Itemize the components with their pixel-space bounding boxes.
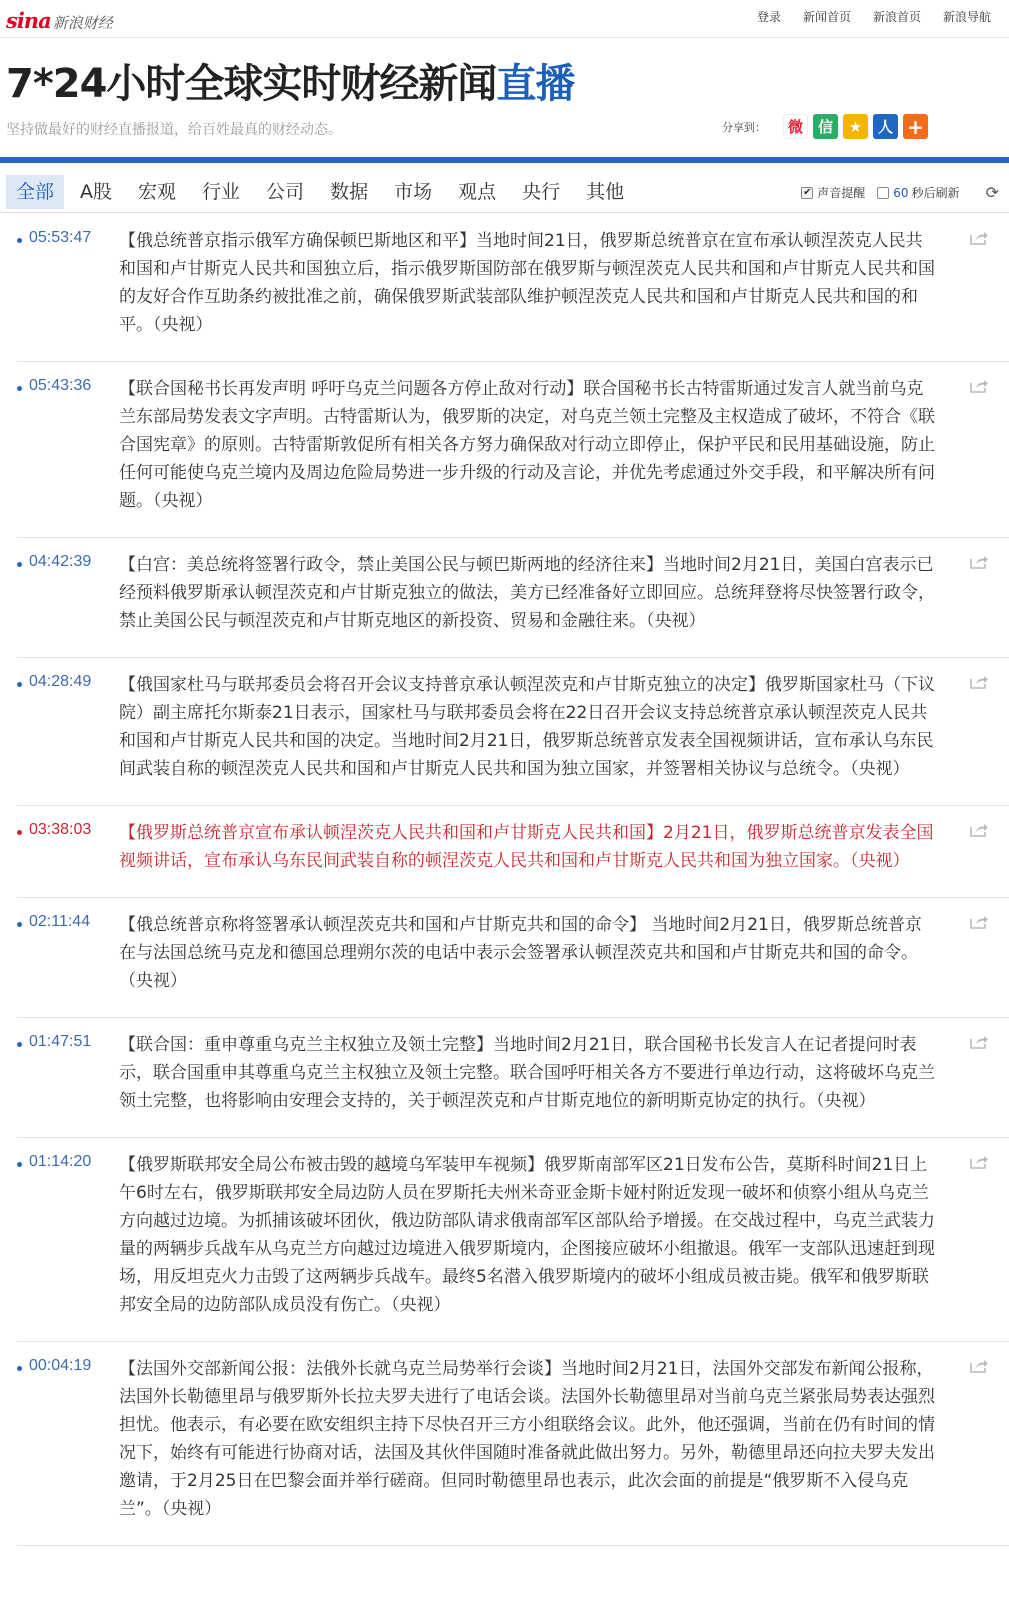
logo-finance-text: 新浪财经: [52, 14, 113, 32]
refresh-icon[interactable]: ⟳: [985, 183, 999, 202]
news-content: 【俄国家杜马与联邦委员会将召开会议支持普京承认顿涅茨克和卢甘斯克独立的决定】俄罗斯国家杜马（下议院）副主席托尔斯泰21日表示，国家杜马与联邦委员会将在22日召开会议支持总统普京承认顿涅茨克人民共和国和卢甘斯克人民共和国的决定。当地时间2月21日，俄罗斯总统普京发表全国视频讲话，宣布承认乌东民间武装自称的顿涅茨克人民共和国和卢甘斯克人民共和国为独立国家，并签署相关协议与总统令。（央视）: [119, 675, 935, 779]
news-time: 01:14:20: [29, 1153, 92, 1170]
news-item: [17, 214, 1009, 362]
share-bar: [722, 114, 928, 139]
news-item: [17, 1342, 1009, 1546]
sina-finance-logo[interactable]: [6, 8, 113, 32]
tab-data[interactable]: 数据: [330, 181, 369, 203]
renren-icon[interactable]: 人: [873, 114, 898, 139]
share-icon[interactable]: [969, 1358, 989, 1374]
news-item: [17, 658, 1009, 806]
page-title-main: 7*24小时全球实时财经新闻: [6, 61, 497, 107]
timeline-dot: [17, 682, 22, 687]
news-content: 【俄总统普京指示俄军方确保顿巴斯地区和平】当地时间21日，俄罗斯总统普京在宣布承认顿涅茨克人民共和国和卢甘斯克人民共和国独立后，指示俄罗斯国防部在俄罗斯与顿涅茨克人民共和国和卢甘斯克人民共和国的友好合作互助条约被批准之前，确保俄罗斯武装部队维护顿涅茨克人民共和国和卢甘斯克人民共和国的和平。（央视）: [119, 231, 935, 335]
news-time: 04:28:49: [29, 673, 92, 690]
sound-alert-label: 声音提醒: [817, 186, 866, 200]
timeline-dot: [17, 1162, 22, 1167]
timeline-dot: [17, 830, 22, 835]
qzone-icon[interactable]: ★: [843, 114, 868, 139]
news-content: 【联合国秘书长再发声明 呼吁乌克兰问题各方停止敌对行动】联合国秘书长古特雷斯通过发言人就当前乌克兰东部局势发表文字声明。古特雷斯认为，俄罗斯的决定，对乌克兰领土完整及主权造成了破坏，不符合《联合国宪章》的原则。古特雷斯敦促所有相关各方努力确保敌对行动立即停止，保护平民和民用基础设施，防止任何可能使乌克兰境内及周边危险局势进一步升级的行动及言论，并优先考虑通过外交手段，和平解决所有问题。（央视）: [119, 379, 935, 511]
page-title-highlight: 直播: [496, 61, 575, 107]
news-item: [17, 898, 1009, 1018]
more-share-icon[interactable]: +: [903, 114, 928, 139]
timeline-dot: [17, 238, 22, 243]
news-content: 【俄总统普京称将签署承认顿涅茨克共和国和卢甘斯克共和国的命令】 当地时间2月21日，俄罗斯总统普京在与法国总统马克龙和德国总理朔尔茨的电话中表示会签署承认顿涅茨克共和国和卢甘斯克共和国的命令。（央视）: [119, 915, 922, 991]
sina-nav-link[interactable]: 新浪导航: [942, 10, 991, 24]
sound-alert-checkbox[interactable]: ✔: [803, 186, 812, 198]
tab-macro[interactable]: 宏观: [138, 181, 177, 203]
news-time: 03:38:03: [29, 821, 92, 838]
timeline-dot: [17, 386, 22, 391]
news-content: 【法国外交部新闻公报：法俄外长就乌克兰局势举行会谈】当地时间2月21日，法国外交部发布新闻公报称，法国外长勒德里昂与俄罗斯外长拉夫罗夫进行了电话会谈。法国外长勒德里昂对当前乌克兰紧张局势表达强烈担忧。他表示，有必要在欧安组织主持下尽快召开三方小组联络会议。此外，他还强调，当前在仍有时间的情况下，始终有可能进行协商对话，法国及其伙伴国随时准备就此做出努力。另外，勒德里昂还向拉夫罗夫发出邀请，于2月25日在巴黎会面并举行磋商。但同时勒德里昂也表示，此次会面的前提是“俄罗斯不入侵乌克兰”。（央视）: [119, 1359, 935, 1519]
news-feed: [0, 214, 1009, 1546]
news-time: 00:04:19: [29, 1357, 92, 1374]
weibo-icon[interactable]: 微: [783, 114, 808, 139]
refresh-seconds: 60: [893, 185, 909, 200]
news-time: 05:43:36: [29, 377, 92, 394]
news-item: [17, 538, 1009, 658]
share-icon[interactable]: [969, 1034, 989, 1050]
timeline-dot: [17, 1366, 22, 1371]
share-icon[interactable]: [969, 674, 989, 690]
share-icon[interactable]: [969, 378, 989, 394]
wechat-icon[interactable]: 信: [813, 114, 838, 139]
sina-home-link[interactable]: 新浪首页: [872, 10, 921, 24]
page-subtitle: 坚持做最好的财经直播报道，给百姓最真的财经动态。: [6, 122, 342, 138]
auto-refresh-checkbox[interactable]: [877, 187, 889, 199]
news-item: [17, 1138, 1009, 1342]
share-icon[interactable]: [969, 914, 989, 930]
auto-refresh-option[interactable]: [877, 184, 959, 201]
share-label: 分享到：: [722, 120, 766, 134]
tab-central-bank[interactable]: 央行: [522, 181, 561, 203]
timeline-dot: [17, 922, 22, 927]
share-icon[interactable]: [969, 554, 989, 570]
news-time: 05:53:47: [29, 229, 92, 246]
share-icon[interactable]: [969, 230, 989, 246]
tab-a-shares[interactable]: A股: [80, 181, 113, 203]
feed-options: [801, 183, 999, 202]
news-time: 02:11:44: [29, 913, 91, 930]
sound-alert-option[interactable]: [801, 184, 865, 201]
tab-other[interactable]: 其他: [586, 181, 625, 203]
news-content: 【俄罗斯总统普京宣布承认顿涅茨克人民共和国和卢甘斯克人民共和国】2月21日，俄罗斯总统普京发表全国视频讲话，宣布承认乌东民间武装自称的顿涅茨克人民共和国和卢甘斯克人民共和国为独立国家。（央视）: [119, 823, 934, 871]
top-links: [757, 8, 991, 25]
page-title: [6, 52, 574, 109]
logo-sina-text: sina: [6, 8, 51, 33]
news-time: 04:42:39: [29, 553, 92, 570]
tab-opinion[interactable]: 观点: [458, 181, 497, 203]
auto-refresh-label: 秒后刷新: [911, 186, 960, 200]
share-icon[interactable]: [969, 1154, 989, 1170]
news-content: 【联合国：重申尊重乌克兰主权独立及领土完整】当地时间2月21日，联合国秘书长发言人在记者提问时表示，联合国重申其尊重乌克兰主权独立及领土完整。联合国呼吁相关各方不要进行单边行动，这将破坏乌克兰领土完整，也将影响由安理会支持的，关于顿涅茨克和卢甘斯克地位的新明斯克协定的执行。（央视）: [119, 1035, 935, 1111]
news-content: 【俄罗斯联邦安全局公布被击毁的越境乌军装甲车视频】俄罗斯南部军区21日发布公告，莫斯科时间21日上午6时左右，俄罗斯联邦安全局边防人员在罗斯托夫州米奇亚金斯卡娅村附近发现一破坏和侦察小组从乌克兰方向越过边境。为抓捕该破坏团伙，俄边防部队请求俄南部军区部队给予增援。在交战过程中，乌克兰武装力量的两辆步兵战车从乌克兰方向越过边境进入俄罗斯境内，企图接应破坏小组撤退。俄军一支部队迅速赶到现场，用反坦克火力击毁了这两辆步兵战车。最终5名潜入俄罗斯境内的破坏小组成员被击毙。俄军和俄罗斯联邦安全局的边防部队成员没有伤亡。（央视）: [119, 1155, 935, 1315]
news-home-link[interactable]: 新闻首页: [802, 10, 851, 24]
news-item: [17, 806, 1009, 898]
timeline-dot: [17, 562, 22, 567]
tab-company[interactable]: 公司: [266, 181, 305, 203]
tab-industry[interactable]: 行业: [202, 181, 241, 203]
news-content: 【白宫：美总统将签署行政令，禁止美国公民与顿巴斯两地的经济往来】当地时间2月21日，美国白宫表示已经预料俄罗斯承认顿涅茨克和卢甘斯克独立的做法，美方已经准备好立即回应。总统拜登将尽快签署行政令，禁止美国公民与顿涅茨克和卢甘斯克地区的新投资、贸易和金融往来。（央视）: [119, 555, 935, 631]
tab-market[interactable]: 市场: [394, 181, 433, 203]
share-icon[interactable]: [969, 822, 989, 838]
news-time: 01:47:51: [29, 1033, 92, 1050]
tab-all[interactable]: 全部: [6, 175, 64, 209]
category-tabs: [6, 175, 640, 209]
top-bar: [0, 0, 1009, 38]
news-item: [17, 362, 1009, 538]
login-link[interactable]: 登录: [756, 10, 781, 24]
timeline-dot: [17, 1042, 22, 1047]
news-item: [17, 1018, 1009, 1138]
category-tab-bar: [0, 163, 1009, 213]
